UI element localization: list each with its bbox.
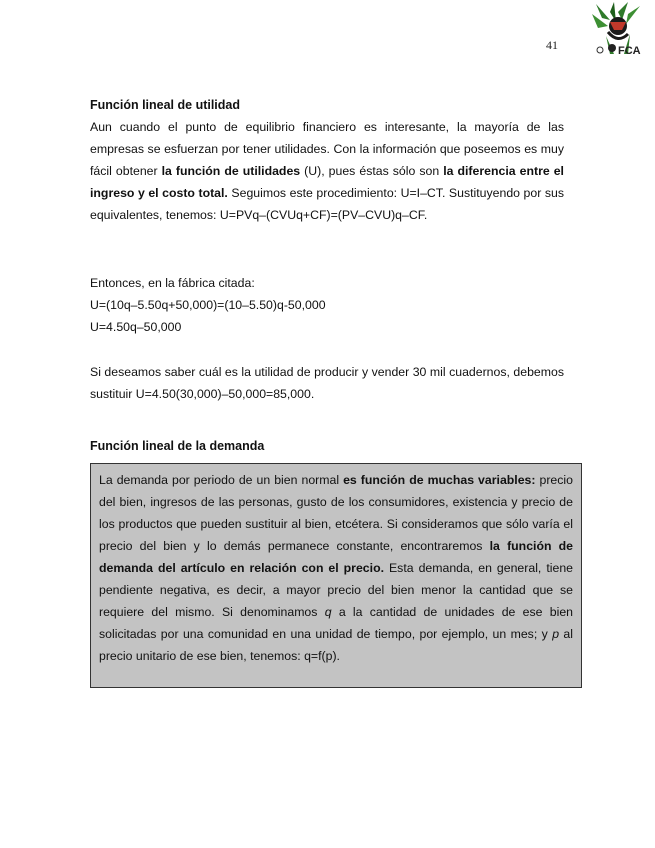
heading-utility: Función lineal de utilidad (90, 98, 241, 112)
bold-utility-function: la función de utilidades (161, 164, 301, 178)
text-segment: Esta demanda, en general, tiene pendiente negativa, es decir, a mayor precio del bien menor la cantidad que se requiere del mismo. Si denominamos (99, 561, 573, 619)
paragraph-demand-definition (99, 469, 573, 667)
example-equation-2: U=4.50q–50,000 (90, 320, 182, 334)
text-segment: precio del bien, ingresos de las personas, gusto de los consumidores, existencia y precio de los productos que pueden sustituir al bien, etcétera. Si consideramos que sólo varía el precio del bien y lo demás permanece constante, encontraremos (99, 473, 573, 553)
text-segment: Seguimos este procedimiento: U=I–CT. Sustituyendo por sus equivalentes, tenemos: U=PVq–(CVUq+CF)=(PV–CVU)q–CF. (90, 186, 565, 222)
example-intro: Entonces, en la fábrica citada: (90, 276, 255, 290)
demand-definition-box (90, 463, 582, 688)
italic-q: q (324, 605, 332, 619)
bold-demand-function: la función de demanda del artículo en relación con el precio. (99, 539, 573, 575)
paragraph-utility-definition (90, 116, 564, 226)
bold-many-variables: es función de muchas variables: (343, 473, 536, 487)
section-demand (90, 435, 564, 457)
text-segment: La demanda por periodo de un bien normal (99, 473, 344, 487)
heading-demand: Función lineal de la demanda (90, 439, 265, 453)
page-number: 41 (546, 38, 558, 52)
paragraph-utility-result: Si deseamos saber cuál es la utilidad de producir y vender 30 mil cuadernos, debemos sustituir U=4.50(30,000)–50,000=85,000. (90, 365, 564, 401)
italic-p: p (552, 627, 560, 641)
fca-logo (588, 0, 652, 62)
text-segment: (U), pues éstas sólo son (300, 164, 444, 178)
text-segment: al precio unitario de ese bien, tenemos: q=f(p). (99, 627, 573, 663)
text-segment: a la cantidad de unidades de ese bien solicitadas por una comunidad en una unidad de tiempo, por ejemplo, un mes; y (99, 605, 573, 641)
example-equation-1: U=(10q–5.50q+50,000)=(10–5.50)q-50,000 (90, 298, 326, 312)
section-utility (90, 94, 564, 226)
logo-text: FCA (618, 45, 641, 57)
text-segment: Aun cuando el punto de equilibrio financiero es interesante, la mayoría de las empresas se esfuerzan por tener utilidades. Con la información que poseemos es muy fácil obtener (90, 120, 564, 178)
section-example (90, 272, 564, 338)
fca-logo-graphic (588, 0, 652, 62)
section-example-result (90, 361, 564, 405)
bold-income-cost-difference: la diferencia entre el ingreso y el costo total. (90, 164, 564, 200)
